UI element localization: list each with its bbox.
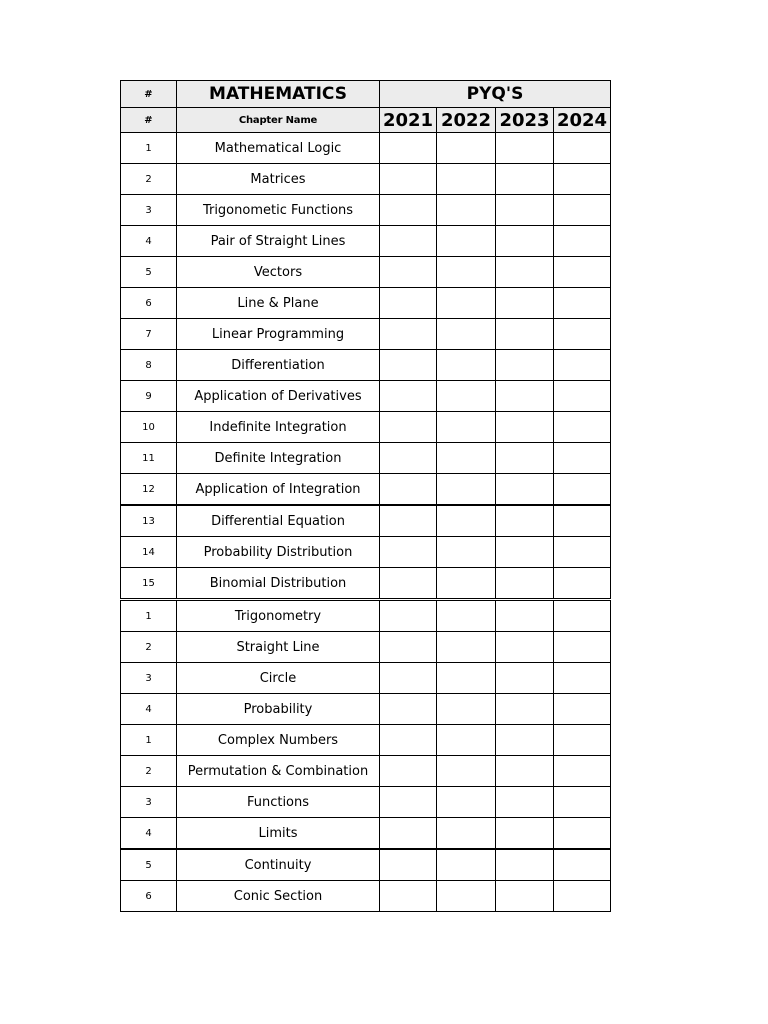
chapter-name: Conic Section bbox=[177, 881, 380, 912]
table-row bbox=[121, 474, 611, 506]
pyq-group-header: PYQ'S bbox=[380, 81, 611, 108]
chapter-name: Trigonometry bbox=[177, 600, 380, 632]
year-cell[interactable] bbox=[496, 632, 554, 663]
table-row bbox=[121, 319, 611, 350]
year-cell[interactable] bbox=[437, 164, 496, 195]
year-cell[interactable] bbox=[437, 787, 496, 818]
chapter-name: Probability Distribution bbox=[177, 537, 380, 568]
year-cell[interactable] bbox=[437, 818, 496, 850]
table-row bbox=[121, 881, 611, 912]
chapter-table bbox=[120, 80, 611, 912]
year-cell[interactable] bbox=[380, 505, 437, 537]
year-cell[interactable] bbox=[380, 164, 437, 195]
year-cell[interactable] bbox=[496, 818, 554, 850]
year-cell[interactable] bbox=[380, 195, 437, 226]
year-header: 2023 bbox=[496, 108, 554, 133]
year-cell[interactable] bbox=[380, 600, 437, 632]
year-cell[interactable] bbox=[554, 632, 611, 663]
year-cell[interactable] bbox=[437, 133, 496, 164]
row-number: 13 bbox=[121, 505, 177, 537]
table-row bbox=[121, 350, 611, 381]
year-cell[interactable] bbox=[554, 474, 611, 506]
row-number: 2 bbox=[121, 164, 177, 195]
table-row bbox=[121, 849, 611, 881]
chapter-name: Functions bbox=[177, 787, 380, 818]
year-cell[interactable] bbox=[437, 568, 496, 600]
table-row bbox=[121, 632, 611, 663]
year-cell[interactable] bbox=[380, 725, 437, 756]
chapter-name-header: Chapter Name bbox=[177, 108, 380, 133]
year-cell[interactable] bbox=[380, 288, 437, 319]
chapter-name: Continuity bbox=[177, 849, 380, 881]
year-cell[interactable] bbox=[380, 632, 437, 663]
year-cell[interactable] bbox=[380, 226, 437, 257]
table-row bbox=[121, 537, 611, 568]
year-cell[interactable] bbox=[380, 537, 437, 568]
row-number: 1 bbox=[121, 133, 177, 164]
year-cell[interactable] bbox=[437, 756, 496, 787]
year-cell[interactable] bbox=[554, 818, 611, 850]
year-header: 2022 bbox=[437, 108, 496, 133]
chapter-name: Pair of Straight Lines bbox=[177, 226, 380, 257]
year-cell[interactable] bbox=[437, 381, 496, 412]
year-cell[interactable] bbox=[380, 133, 437, 164]
chapter-name: Mathematical Logic bbox=[177, 133, 380, 164]
year-cell[interactable] bbox=[554, 381, 611, 412]
row-number: 14 bbox=[121, 537, 177, 568]
chapter-name: Differential Equation bbox=[177, 505, 380, 537]
year-cell[interactable] bbox=[554, 725, 611, 756]
table-row bbox=[121, 381, 611, 412]
row-number: 1 bbox=[121, 725, 177, 756]
year-cell[interactable] bbox=[437, 288, 496, 319]
table-row bbox=[121, 412, 611, 443]
row-number: 9 bbox=[121, 381, 177, 412]
row-number: 8 bbox=[121, 350, 177, 381]
year-cell[interactable] bbox=[554, 663, 611, 694]
table-row bbox=[121, 505, 611, 537]
year-cell[interactable] bbox=[437, 600, 496, 632]
row-number: 4 bbox=[121, 226, 177, 257]
year-cell[interactable] bbox=[380, 350, 437, 381]
row-number: 3 bbox=[121, 195, 177, 226]
year-cell[interactable] bbox=[437, 632, 496, 663]
year-cell[interactable] bbox=[380, 787, 437, 818]
year-cell[interactable] bbox=[496, 350, 554, 381]
chapter-name: Linear Programming bbox=[177, 319, 380, 350]
year-cell[interactable] bbox=[554, 505, 611, 537]
chapter-name: Complex Numbers bbox=[177, 725, 380, 756]
year-cell[interactable] bbox=[496, 164, 554, 195]
row-number: 2 bbox=[121, 632, 177, 663]
year-cell[interactable] bbox=[380, 381, 437, 412]
row-number: 4 bbox=[121, 818, 177, 850]
table-row bbox=[121, 257, 611, 288]
row-number: 5 bbox=[121, 257, 177, 288]
year-cell[interactable] bbox=[496, 568, 554, 600]
year-cell[interactable] bbox=[437, 443, 496, 474]
year-cell[interactable] bbox=[554, 412, 611, 443]
row-number: 5 bbox=[121, 849, 177, 881]
year-cell[interactable] bbox=[554, 600, 611, 632]
year-cell[interactable] bbox=[437, 663, 496, 694]
row-number: 2 bbox=[121, 756, 177, 787]
year-cell[interactable] bbox=[437, 725, 496, 756]
table-row bbox=[121, 787, 611, 818]
hash-header: # bbox=[121, 81, 177, 108]
year-cell[interactable] bbox=[437, 350, 496, 381]
table-row bbox=[121, 226, 611, 257]
table-row bbox=[121, 288, 611, 319]
chapter-name: Permutation & Combination bbox=[177, 756, 380, 787]
year-cell[interactable] bbox=[554, 257, 611, 288]
year-cell[interactable] bbox=[380, 474, 437, 506]
year-cell[interactable] bbox=[437, 474, 496, 506]
year-cell[interactable] bbox=[554, 694, 611, 725]
chapter-name: Application of Derivatives bbox=[177, 381, 380, 412]
table-row bbox=[121, 443, 611, 474]
year-cell[interactable] bbox=[554, 226, 611, 257]
row-number: 6 bbox=[121, 881, 177, 912]
year-cell[interactable] bbox=[496, 381, 554, 412]
year-cell[interactable] bbox=[437, 226, 496, 257]
year-cell[interactable] bbox=[380, 443, 437, 474]
subject-title: MATHEMATICS bbox=[177, 81, 380, 108]
chapter-name: Application of Integration bbox=[177, 474, 380, 506]
year-cell[interactable] bbox=[554, 443, 611, 474]
row-number: 10 bbox=[121, 412, 177, 443]
year-cell[interactable] bbox=[496, 443, 554, 474]
year-cell[interactable] bbox=[380, 663, 437, 694]
year-cell[interactable] bbox=[496, 195, 554, 226]
year-cell[interactable] bbox=[380, 818, 437, 850]
year-cell[interactable] bbox=[496, 881, 554, 912]
table-row bbox=[121, 756, 611, 787]
table-row bbox=[121, 818, 611, 850]
year-cell[interactable] bbox=[437, 694, 496, 725]
year-cell[interactable] bbox=[437, 505, 496, 537]
year-cell[interactable] bbox=[380, 319, 437, 350]
year-cell[interactable] bbox=[380, 412, 437, 443]
table-row bbox=[121, 663, 611, 694]
year-cell[interactable] bbox=[554, 537, 611, 568]
chapter-name: Straight Line bbox=[177, 632, 380, 663]
year-cell[interactable] bbox=[496, 787, 554, 818]
chapter-name: Matrices bbox=[177, 164, 380, 195]
table-row bbox=[121, 694, 611, 725]
row-number: 6 bbox=[121, 288, 177, 319]
table-row bbox=[121, 164, 611, 195]
year-cell[interactable] bbox=[380, 257, 437, 288]
chapter-name: Definite Integration bbox=[177, 443, 380, 474]
chapter-name: Binomial Distribution bbox=[177, 568, 380, 600]
chapter-name: Trigonometic Functions bbox=[177, 195, 380, 226]
year-cell[interactable] bbox=[554, 164, 611, 195]
year-cell[interactable] bbox=[437, 881, 496, 912]
table-row bbox=[121, 195, 611, 226]
year-cell[interactable] bbox=[554, 288, 611, 319]
year-cell[interactable] bbox=[554, 881, 611, 912]
year-cell[interactable] bbox=[554, 319, 611, 350]
year-cell[interactable] bbox=[380, 694, 437, 725]
table-row bbox=[121, 133, 611, 164]
row-number: 11 bbox=[121, 443, 177, 474]
header-row-1 bbox=[121, 81, 611, 108]
year-cell[interactable] bbox=[437, 849, 496, 881]
chapter-name: Line & Plane bbox=[177, 288, 380, 319]
row-number: 7 bbox=[121, 319, 177, 350]
year-cell[interactable] bbox=[380, 568, 437, 600]
row-number: 3 bbox=[121, 663, 177, 694]
year-cell[interactable] bbox=[496, 288, 554, 319]
chapter-name: Differentiation bbox=[177, 350, 380, 381]
table-row bbox=[121, 725, 611, 756]
year-cell[interactable] bbox=[496, 694, 554, 725]
year-cell[interactable] bbox=[554, 756, 611, 787]
year-cell[interactable] bbox=[437, 257, 496, 288]
row-number: 15 bbox=[121, 568, 177, 600]
row-number: 3 bbox=[121, 787, 177, 818]
year-cell[interactable] bbox=[437, 537, 496, 568]
year-cell[interactable] bbox=[496, 319, 554, 350]
year-cell[interactable] bbox=[496, 226, 554, 257]
year-cell[interactable] bbox=[554, 568, 611, 600]
table-row bbox=[121, 568, 611, 600]
year-cell[interactable] bbox=[496, 849, 554, 881]
year-cell[interactable] bbox=[496, 505, 554, 537]
year-cell[interactable] bbox=[496, 257, 554, 288]
year-cell[interactable] bbox=[380, 756, 437, 787]
chapter-name: Probability bbox=[177, 694, 380, 725]
year-cell[interactable] bbox=[554, 133, 611, 164]
year-cell[interactable] bbox=[496, 725, 554, 756]
year-header: 2021 bbox=[380, 108, 437, 133]
year-cell[interactable] bbox=[554, 350, 611, 381]
year-cell[interactable] bbox=[496, 756, 554, 787]
year-cell[interactable] bbox=[437, 412, 496, 443]
table-row bbox=[121, 600, 611, 632]
row-number: 1 bbox=[121, 600, 177, 632]
year-cell[interactable] bbox=[554, 195, 611, 226]
year-cell[interactable] bbox=[554, 787, 611, 818]
header-row-2 bbox=[121, 108, 611, 133]
year-cell[interactable] bbox=[437, 319, 496, 350]
chapter-name: Circle bbox=[177, 663, 380, 694]
year-header: 2024 bbox=[554, 108, 611, 133]
year-cell[interactable] bbox=[496, 474, 554, 506]
year-cell[interactable] bbox=[496, 600, 554, 632]
chapter-name: Vectors bbox=[177, 257, 380, 288]
chapter-name: Indefinite Integration bbox=[177, 412, 380, 443]
hash-column-header: # bbox=[121, 108, 177, 133]
year-cell[interactable] bbox=[380, 881, 437, 912]
year-cell[interactable] bbox=[554, 849, 611, 881]
row-number: 12 bbox=[121, 474, 177, 506]
year-cell[interactable] bbox=[437, 195, 496, 226]
row-number: 4 bbox=[121, 694, 177, 725]
year-cell[interactable] bbox=[496, 412, 554, 443]
year-cell[interactable] bbox=[496, 133, 554, 164]
year-cell[interactable] bbox=[496, 663, 554, 694]
year-cell[interactable] bbox=[380, 849, 437, 881]
chapter-name: Limits bbox=[177, 818, 380, 850]
year-cell[interactable] bbox=[496, 537, 554, 568]
